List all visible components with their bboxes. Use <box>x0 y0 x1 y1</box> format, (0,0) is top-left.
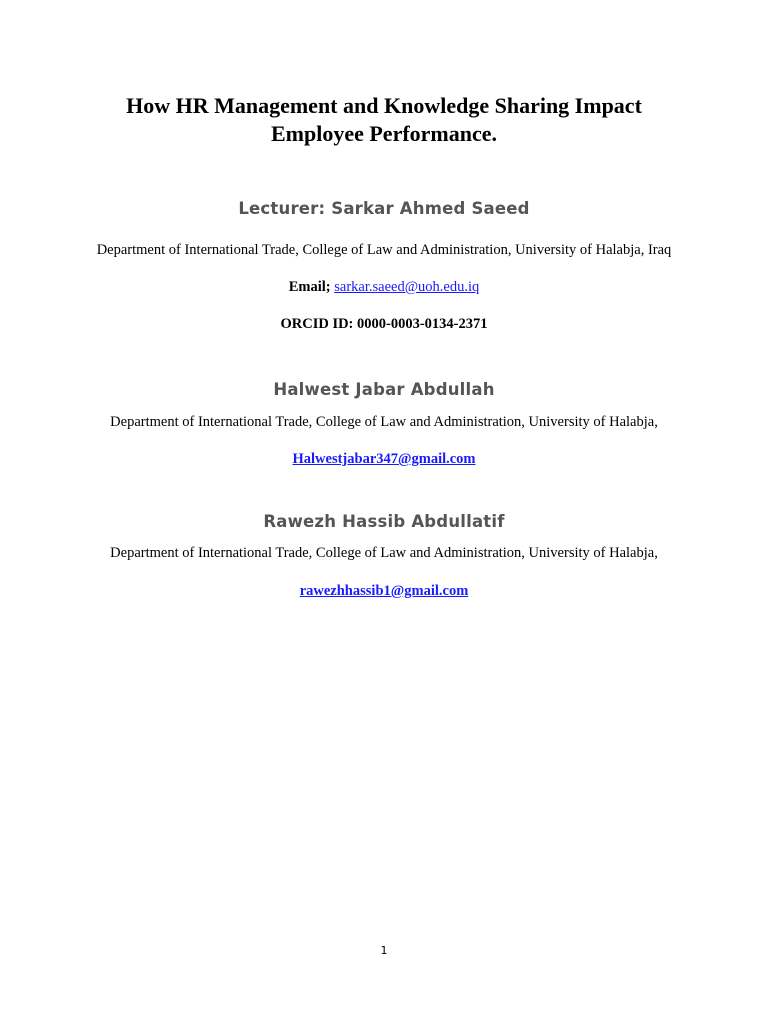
author-3-email-line <box>0 583 768 600</box>
author-1-name: Lecturer: Sarkar Ahmed Saeed <box>238 199 530 218</box>
author-1-email-line <box>0 279 768 296</box>
paper-title-line-2: Employee Performance. <box>270 121 498 146</box>
author-1-orcid: ORCID ID: 0000-0003-0134-2371 <box>280 316 488 332</box>
author-2-email-link[interactable]: Halwestjabar347@gmail.com <box>292 451 476 467</box>
author-3-department: Department of International Trade, College of Law and Administration, University of Halabja, <box>110 545 658 561</box>
author-2-department: Department of International Trade, College of Law and Administration, University of Halabja, <box>110 414 658 430</box>
author-1-department: Department of International Trade, College of Law and Administration, University of Halabja, Iraq <box>96 242 672 258</box>
author-3-name: Rawezh Hassib Abdullatif <box>263 512 505 531</box>
author-3-email-link[interactable]: rawezhhassib1@gmail.com <box>299 583 469 599</box>
paper-title-line-1: How HR Management and Knowledge Sharing Impact <box>126 93 642 118</box>
author-2-email-line <box>0 451 768 468</box>
author-1-email-link[interactable]: sarkar.saeed@uoh.edu.iq <box>334 279 480 295</box>
author-1-email-label: Email; <box>288 279 331 295</box>
page-number: 1 <box>380 944 388 957</box>
author-2-name: Halwest Jabar Abdullah <box>273 380 495 399</box>
paper-title <box>0 92 768 148</box>
